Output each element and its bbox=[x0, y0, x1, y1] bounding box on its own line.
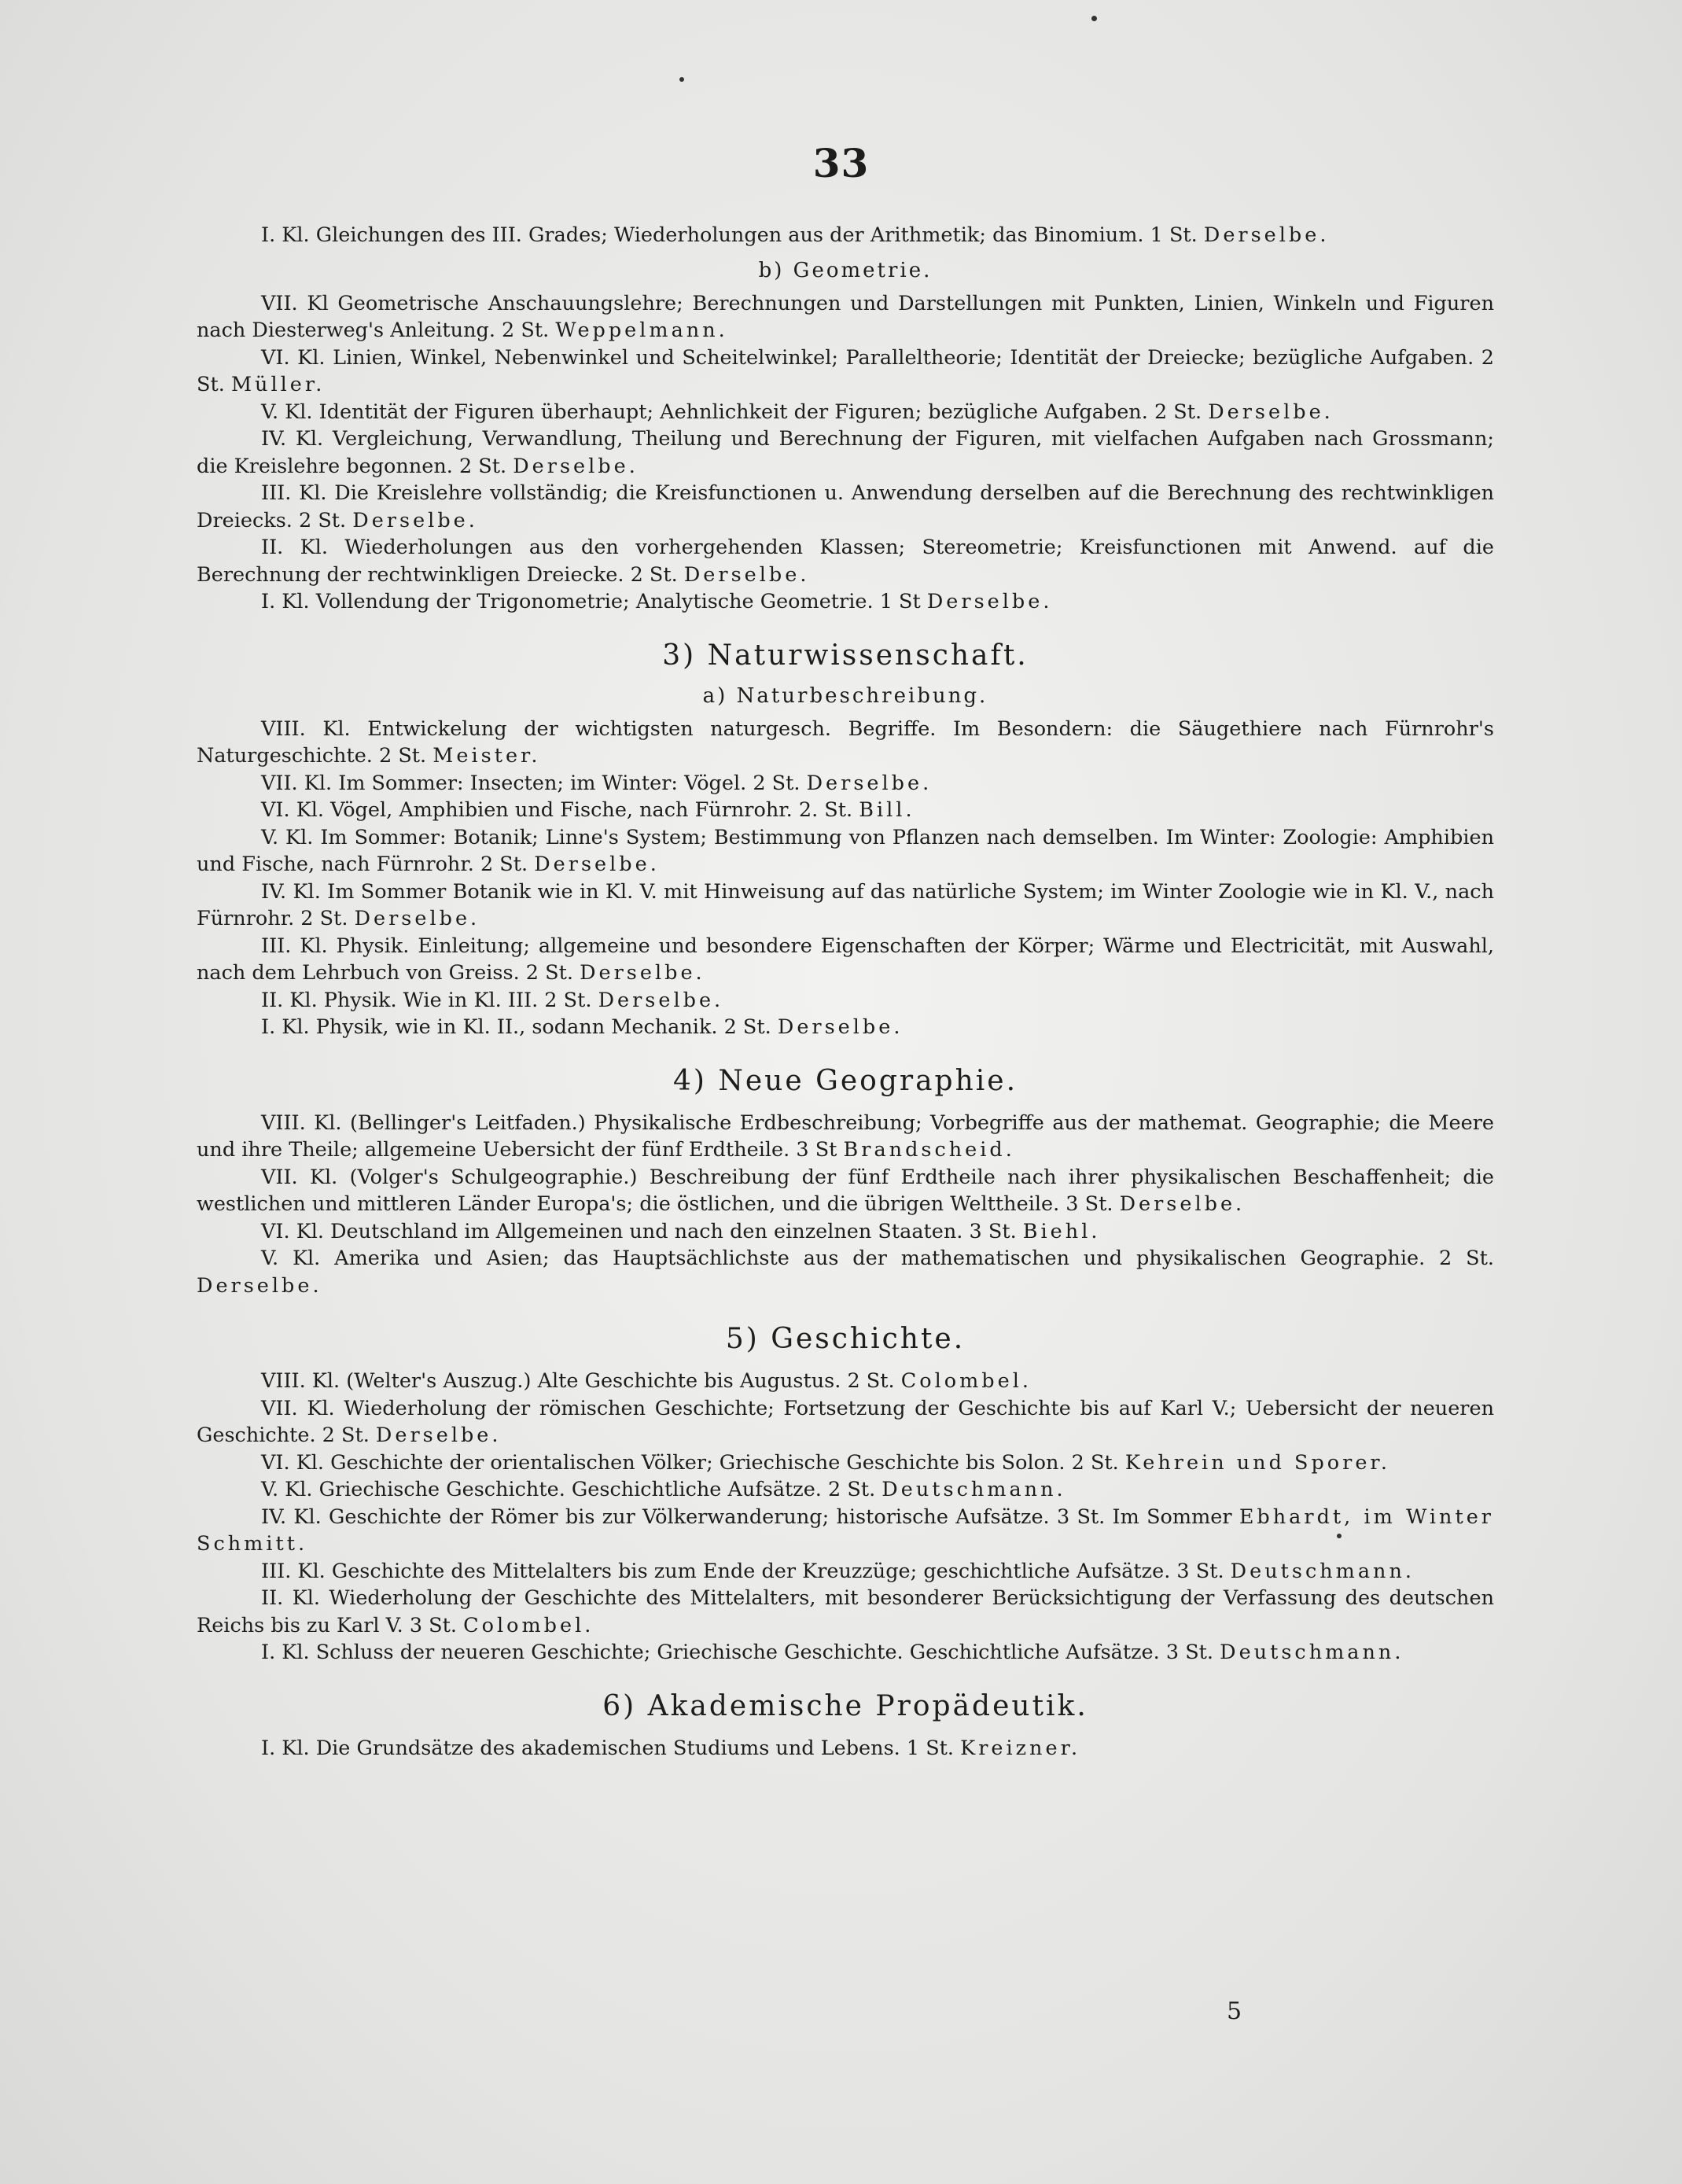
course-entry: II. Kl. Physik. Wie in Kl. III. 2 St. Derselbe. bbox=[261, 988, 724, 1012]
course-entry: II. Kl. Wiederholung der Geschichte des Mittelalters, mit besonderer Berücksichtigung der Verfassung des deutschen Reichs bis zu Karl V. 3 St. Colombel. bbox=[197, 1586, 1494, 1637]
section-heading: 6) Akademische Propädeutik. bbox=[602, 1689, 1088, 1722]
course-entry: III. Kl. Physik. Einleitung; allgemeine und besondere Eigenschaften der Körper; Wärme und Electricität, mit Auswahl, nach dem Lehrbuch von Greiss. 2 St. Derselbe. bbox=[197, 934, 1494, 985]
course-entry: VI. Kl. Linien, Winkel, Nebenwinkel und Scheitelwinkel; Paralleltheorie; Identität der Dreiecke; bezügliche Aufgaben. 2 St. Müller. bbox=[197, 345, 1494, 396]
course-entry: I. Kl. Physik, wie in Kl. II., sodann Mechanik. 2 St. Derselbe. bbox=[261, 1015, 904, 1039]
course-entry: VII. Kl. Wiederholung der römischen Geschichte; Fortsetzung der Geschichte bis auf Karl V.; Uebersicht der neueren Geschichte. 2 St. Derselbe. bbox=[197, 1396, 1494, 1447]
teacher-name: Deutschmann. bbox=[1220, 1641, 1404, 1664]
course-entry: I. Kl. Schluss der neueren Geschichte; Griechische Geschichte. Geschichtliche Aufsätze. 3 St. Deutschmann. bbox=[261, 1641, 1404, 1664]
course-entry: VI. Kl. Vögel, Amphibien und Fische, nach Fürnrohr. 2. St. Bill. bbox=[261, 798, 915, 822]
course-entry: VI. Kl. Geschichte der orientalischen Völker; Griechische Geschichte bis Solon. 2 St. Kehrein und Sporer. bbox=[261, 1450, 1390, 1475]
teacher-name: Derselbe. bbox=[683, 562, 810, 587]
teacher-name: Weppelmann. bbox=[555, 319, 728, 342]
teacher-name: Deutschmann. bbox=[1230, 1559, 1415, 1583]
ink-speck bbox=[679, 77, 684, 82]
teacher-name: Kreizner. bbox=[960, 1736, 1081, 1760]
course-entry: V. Kl. Identität der Figuren überhaupt; Aehnlichkeit der Figuren; bezügliche Aufgaben. 2 St. Derselbe. bbox=[261, 400, 1334, 424]
course-entry: V. Kl. Griechische Geschichte. Geschichtliche Aufsätze. 2 St. Deutschmann. bbox=[261, 1478, 1066, 1501]
teacher-name: Ebhardt, im Winter Schmitt. bbox=[197, 1504, 1494, 1556]
course-entry: V. Kl. Im Sommer: Botanik; Linne's System; Bestimmung von Pflanzen nach demselben. Im Winter: Zoologie: Amphibien und Fische, nach Fürnrohr. 2 St. Derselbe. bbox=[197, 825, 1494, 876]
teacher-name: Derselbe. bbox=[354, 907, 480, 930]
document-body bbox=[197, 222, 1494, 1762]
page-number: 33 bbox=[812, 140, 870, 186]
section-geometrie bbox=[197, 259, 1494, 616]
course-entry: I. Kl. Vollendung der Trigonometrie; Analytische Geometrie. 1 St Derselbe. bbox=[261, 590, 1053, 613]
teacher-name: Derselbe. bbox=[580, 961, 705, 985]
ink-speck bbox=[1091, 16, 1097, 21]
course-entry: III. Kl. Die Kreislehre vollständig; die Kreisfunctionen u. Anwendung derselben auf die Berechnung des rechtwinkligen Dreiecks. 2 St. Derselbe. bbox=[197, 481, 1494, 532]
teacher-name: Derselbe. bbox=[197, 1273, 322, 1298]
section-propaedeutik bbox=[197, 1690, 1494, 1762]
teacher-name: Müller. bbox=[230, 373, 326, 396]
teacher-name: Derselbe. bbox=[1208, 400, 1334, 424]
teacher-name: Brandscheid. bbox=[843, 1138, 1015, 1162]
section-naturwissenschaft bbox=[197, 639, 1494, 1041]
teacher-name: Derselbe. bbox=[777, 1015, 904, 1039]
intro-block bbox=[197, 222, 1494, 249]
teacher-name: Colombel. bbox=[900, 1369, 1032, 1393]
course-entry: IV. Kl. Geschichte der Römer bis zur Völkerwanderung; historische Aufsätze. 3 St. Im Sommer Ebhardt, im Winter Schmitt. bbox=[197, 1504, 1494, 1556]
section-subheading: a) Naturbeschreibung. bbox=[702, 683, 988, 708]
teacher-name: Derselbe. bbox=[375, 1423, 502, 1447]
section-geschichte bbox=[197, 1323, 1494, 1667]
teacher-name: Meister. bbox=[432, 744, 541, 768]
teacher-name: Derselbe. bbox=[598, 988, 724, 1012]
teacher-name: Derselbe. bbox=[513, 454, 639, 478]
course-entry: I. Kl. Die Grundsätze des akademischen Studiums und Lebens. 1 St. Kreizner. bbox=[261, 1736, 1081, 1760]
teacher-name: Derselbe. bbox=[806, 771, 933, 795]
teacher-name: Derselbe. bbox=[1119, 1192, 1246, 1216]
course-entry: II. Kl. Wiederholungen aus den vorhergehenden Klassen; Stereometrie; Kreisfunctionen mit Anwend. auf die Berechnung der rechtwinkligen Dreiecke. 2 St. Derselbe. bbox=[197, 536, 1494, 587]
section-subheading: b) Geometrie. bbox=[758, 258, 933, 282]
course-entry: VII. Kl. (Volger's Schulgeographie.) Beschreibung der fünf Erdtheile nach ihrer physikalischen Beschaffenheit; die westlichen und mittleren Länder Europa's; die östlichen, und die übrigen Welttheile. 3 St. Derselbe. bbox=[197, 1165, 1494, 1216]
course-entry: IV. Kl. Im Sommer Botanik wie in Kl. V. mit Hinweisung auf das natürliche System; im Winter Zoologie wie in Kl. V., nach Fürnrohr. 2 St. Derselbe. bbox=[197, 879, 1494, 930]
course-entry: I. Kl. Gleichungen des III. Grades; Wiederholungen aus der Arithmetik; das Binomium. 1 St. Derselbe. bbox=[261, 223, 1330, 247]
course-entry: IV. Kl. Vergleichung, Verwandlung, Theilung und Berechnung der Figuren, mit vielfachen Aufgaben nach Grossmann; die Kreislehre begonnen. 2 St. Derselbe. bbox=[197, 427, 1494, 478]
section-heading: 3) Naturwissenschaft. bbox=[662, 639, 1029, 672]
teacher-name: Derselbe. bbox=[926, 590, 1053, 613]
course-entry: VIII. Kl. (Bellinger's Leitfaden.) Physikalische Erdbeschreibung; Vorbegriffe aus der mathemat. Geographie; die Meere und ihre Theile; allgemeine Uebersicht der fünf Erdtheile. 3 St Brandscheid. bbox=[197, 1110, 1494, 1162]
course-entry: V. Kl. Amerika und Asien; das Hauptsächlichste aus der mathematischen und physikalischen Geographie. 2 St. Derselbe. bbox=[197, 1247, 1494, 1298]
teacher-name: Derselbe. bbox=[534, 853, 660, 876]
section-heading: 4) Neue Geographie. bbox=[672, 1064, 1018, 1097]
course-entry: VIII. Kl. Entwickelung der wichtigsten naturgesch. Begriffe. Im Besondern: die Säugethiere nach Fürnrohr's Naturgeschichte. 2 St. Meister. bbox=[197, 716, 1494, 768]
course-entry: VIII. Kl. (Welter's Auszug.) Alte Geschichte bis Augustus. 2 St. Colombel. bbox=[261, 1369, 1032, 1393]
course-entry: VI. Kl. Deutschland im Allgemeinen und nach den einzelnen Staaten. 3 St. Biehl. bbox=[261, 1219, 1101, 1243]
teacher-name: Derselbe. bbox=[1203, 223, 1330, 247]
teacher-name: Derselbe. bbox=[352, 508, 478, 532]
section-heading: 5) Geschichte. bbox=[725, 1323, 966, 1355]
teacher-name: Biehl. bbox=[1022, 1219, 1101, 1243]
signature-mark: 5 bbox=[1227, 1998, 1242, 2025]
teacher-name: Deutschmann. bbox=[881, 1478, 1066, 1501]
course-entry: VII. Kl Geometrische Anschauungslehre; Berechnungen und Darstellungen mit Punkten, Linien, Winkeln und Figuren nach Diesterweg's Anleitung. 2 St. Weppelmann. bbox=[197, 291, 1494, 342]
teacher-name: Kehrein und Sporer. bbox=[1124, 1450, 1390, 1475]
teacher-name: Bill. bbox=[859, 798, 915, 822]
course-entry: III. Kl. Geschichte des Mittelalters bis zum Ende der Kreuzzüge; geschichtliche Aufsätze. 3 St. Deutschmann. bbox=[261, 1559, 1415, 1583]
course-entry: VII. Kl. Im Sommer: Insecten; im Winter: Vögel. 2 St. Derselbe. bbox=[261, 771, 933, 795]
section-geographie bbox=[197, 1065, 1494, 1300]
teacher-name: Colombel. bbox=[463, 1613, 594, 1637]
